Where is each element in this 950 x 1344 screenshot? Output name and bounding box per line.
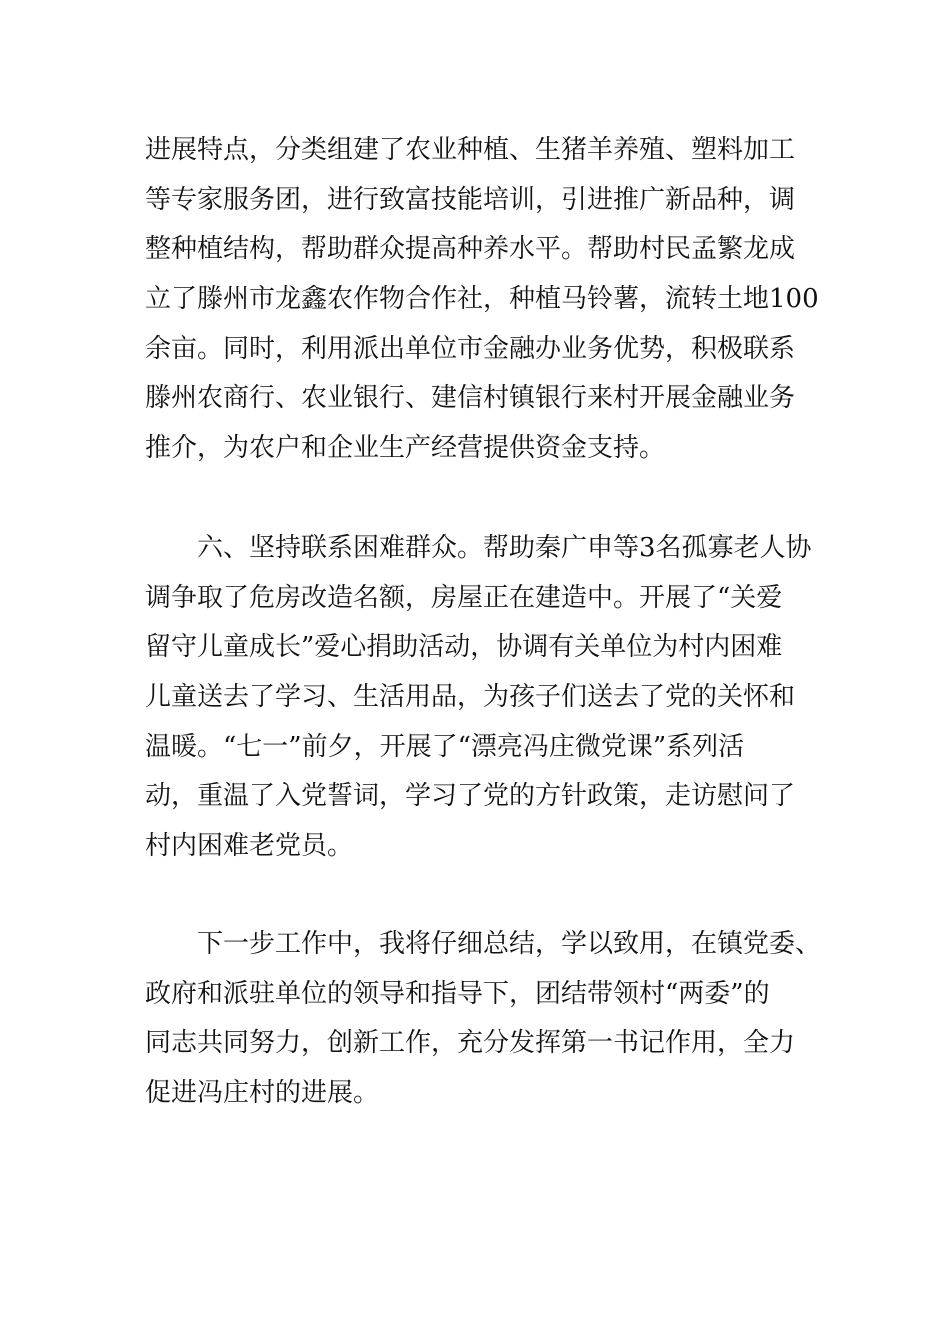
paragraph-section-six xyxy=(145,524,835,872)
text-line: 同志共同努力，创新工作，充分发挥第一书记作用，全力 xyxy=(145,1028,796,1059)
text-line: 滕州农商行、农业银行、建信村镇银行来村开展金融业务 xyxy=(145,383,796,414)
text-line: 六、坚持联系困难群众。帮助秦广申等3名孤寡老人协 xyxy=(197,533,812,563)
text-line: 下一步工作中，我将仔细总结，学以致用，在镇党委、 xyxy=(197,929,822,959)
text-line: 村内困难老党员。 xyxy=(145,831,354,862)
paragraph-agriculture-finance xyxy=(145,126,835,474)
paragraph-next-steps xyxy=(145,920,835,1119)
text-line: 动，重温了入党誓词，学习了党的方针政策，走访慰问了 xyxy=(145,781,796,812)
text-line: 整种植结构，帮助群众提高种养水平。帮助村民孟繁龙成 xyxy=(145,234,796,265)
text-line: 余亩。同时，利用派出单位市金融办业务优势，积极联系 xyxy=(145,333,796,364)
text-line: 儿童送去了学习、生活用品，为孩子们送去了党的关怀和 xyxy=(145,682,796,713)
text-line: 立了滕州市龙鑫农作物合作社，种植马铃薯，流转土地100 xyxy=(145,284,819,315)
text-line: 留守儿童成长”爱心捐助活动，协调有关单位为村内困难 xyxy=(145,632,783,663)
text-line: 调争取了危房改造名额，房屋正在建造中。开展了“关爱 xyxy=(145,582,783,613)
text-line: 推介，为农户和企业生产经营提供资金支持。 xyxy=(145,433,666,464)
text-line: 进展特点，分类组建了农业种植、生猪羊养殖、塑料加工 xyxy=(145,135,796,165)
text-line: 温暖。“七一”前夕，开展了“漂亮冯庄微党课”系列活 xyxy=(145,731,745,762)
text-line: 政府和派驻单位的领导和指导下，团结带领村“两委”的 xyxy=(145,978,770,1009)
text-line: 等专家服务团，进行致富技能培训，引进推广新品种，调 xyxy=(145,184,796,215)
text-line: 促进冯庄村的进展。 xyxy=(145,1078,380,1109)
